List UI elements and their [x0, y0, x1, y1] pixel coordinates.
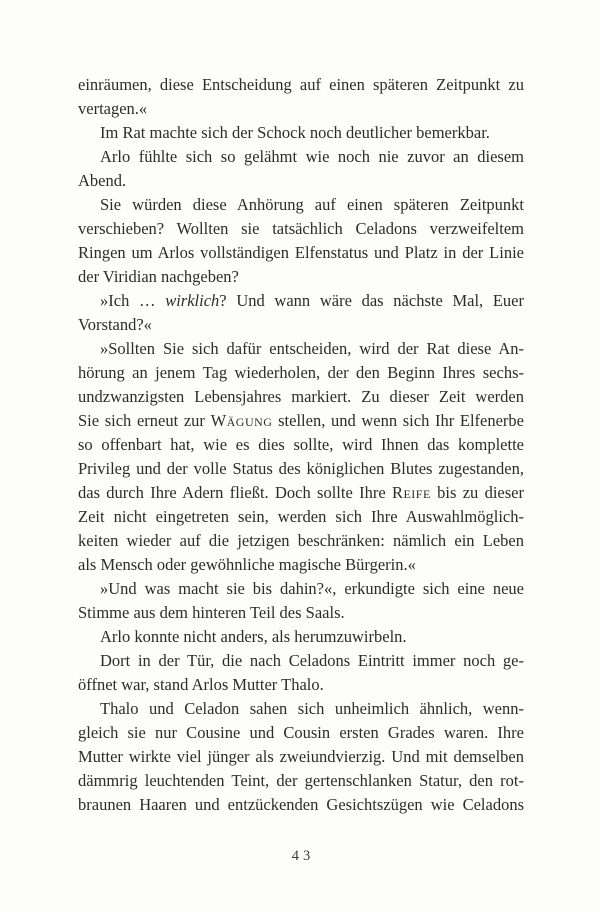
text-segment: öffnet war, stand Arlos Mutter Thalo. — [78, 675, 324, 694]
text-segment: Arlo konnte nicht anders, als herumzuwirbeln. — [100, 627, 407, 646]
text-line — [78, 793, 524, 817]
text-block — [78, 73, 524, 817]
text-line — [78, 529, 524, 553]
text-line — [78, 73, 524, 97]
text-segment: Thalo und Celadon sahen sich unheimlich ähnlich, wenn- — [100, 699, 524, 718]
text-segment: braunen Haaren und entzückenden Gesichtszügen wie Celadons — [78, 795, 524, 814]
text-line — [78, 97, 524, 121]
text-line — [78, 769, 524, 793]
text-segment: Stimme aus dem hinteren Teil des Saals. — [78, 603, 345, 622]
text-line — [78, 745, 524, 769]
text-line — [78, 289, 524, 313]
text-line — [78, 697, 524, 721]
text-line — [78, 721, 524, 745]
text-segment: undzwanzigsten Lebensjahres markiert. Zu dieser Zeit werden — [78, 387, 524, 406]
text-segment: Dort in der Tür, die nach Celadons Eintritt immer noch ge- — [100, 651, 524, 670]
text-segment: bis zu dieser — [430, 483, 524, 502]
text-line — [78, 121, 524, 145]
text-line — [78, 193, 524, 217]
page-number: 43 — [291, 848, 315, 864]
text-segment: Abend. — [78, 171, 127, 190]
text-line — [78, 385, 524, 409]
text-segment: das durch Ihre Adern fließt. Doch sollte Ihre — [78, 483, 392, 502]
text-line — [78, 265, 524, 289]
text-segment: Im Rat machte sich der Schock noch deutlicher bemerkbar. — [100, 123, 490, 142]
text-segment: Mutter wirkte viel jünger als zweiundvierzig. Und mit demselben — [78, 747, 524, 766]
text-segment: »Sollten Sie sich dafür entscheiden, wird der Rat diese An- — [100, 339, 524, 358]
text-segment: Privileg und der volle Status des königlichen Blutes zugestanden, — [78, 459, 524, 478]
text-line — [78, 169, 524, 193]
text-line — [78, 433, 524, 457]
text-segment: dämmrig leuchtenden Teint, der gertenschlanken Statur, den rot- — [78, 771, 524, 790]
text-line — [78, 625, 524, 649]
text-segment: Vorstand?« — [78, 315, 152, 334]
text-segment: Sie würden diese Anhörung auf einen späteren Zeitpunkt — [100, 195, 524, 214]
text-line — [78, 481, 524, 505]
text-segment: Zeit nicht eingetreten sein, werden sich Ihre Auswahlmöglich- — [78, 507, 524, 526]
text-line — [78, 673, 524, 697]
text-segment: »Ich … — [100, 291, 166, 310]
text-line — [78, 601, 524, 625]
text-line — [78, 313, 524, 337]
text-line — [78, 577, 524, 601]
text-line — [78, 241, 524, 265]
text-segment: keiten wieder auf die jetzigen beschränken: nämlich ein Leben — [78, 531, 524, 550]
text-segment: Ringen um Arlos vollständigen Elfenstatus und Platz in der Linie — [78, 243, 524, 262]
text-line — [78, 145, 524, 169]
text-line — [78, 409, 524, 433]
text-segment: ? Und wann wäre das nächste Mal, Euer — [219, 291, 524, 310]
text-line — [78, 217, 524, 241]
text-segment: stellen, und wenn sich Ihr Elfenerbe — [272, 411, 524, 430]
text-line — [78, 649, 524, 673]
text-segment: Arlo fühlte sich so gelähmt wie noch nie zuvor an diesem — [100, 147, 524, 166]
text-segment: einräumen, diese Entscheidung auf einen späteren Zeitpunkt zu — [78, 75, 524, 94]
italic-text: wirklich — [165, 291, 220, 310]
text-line — [78, 361, 524, 385]
text-segment: der Viridian nachgeben? — [78, 267, 239, 286]
text-line — [78, 505, 524, 529]
text-segment: gleich sie nur Cousine und Cousin ersten Grades waren. Ihre — [78, 723, 524, 742]
text-segment: vertagen.« — [78, 99, 148, 118]
smallcaps-term: Reife — [391, 483, 431, 502]
text-line — [78, 553, 524, 577]
text-segment: verschieben? Wollten sie tatsächlich Celadons verzweifeltem — [78, 219, 524, 238]
text-segment: als Mensch oder gewöhnliche magische Bürgerin.« — [78, 555, 416, 574]
text-segment: so offenbart hat, wie es dies sollte, wird Ihnen das komplette — [78, 435, 524, 454]
text-segment: Sie sich erneut zur — [78, 411, 211, 430]
smallcaps-term: Wägung — [210, 411, 273, 430]
text-segment: »Und was macht sie bis dahin?«, erkundigte sich eine neue — [100, 579, 524, 598]
text-segment: hörung an jenem Tag wiederholen, der den Beginn Ihres sechs- — [78, 363, 524, 382]
text-line — [78, 337, 524, 361]
text-line — [78, 457, 524, 481]
